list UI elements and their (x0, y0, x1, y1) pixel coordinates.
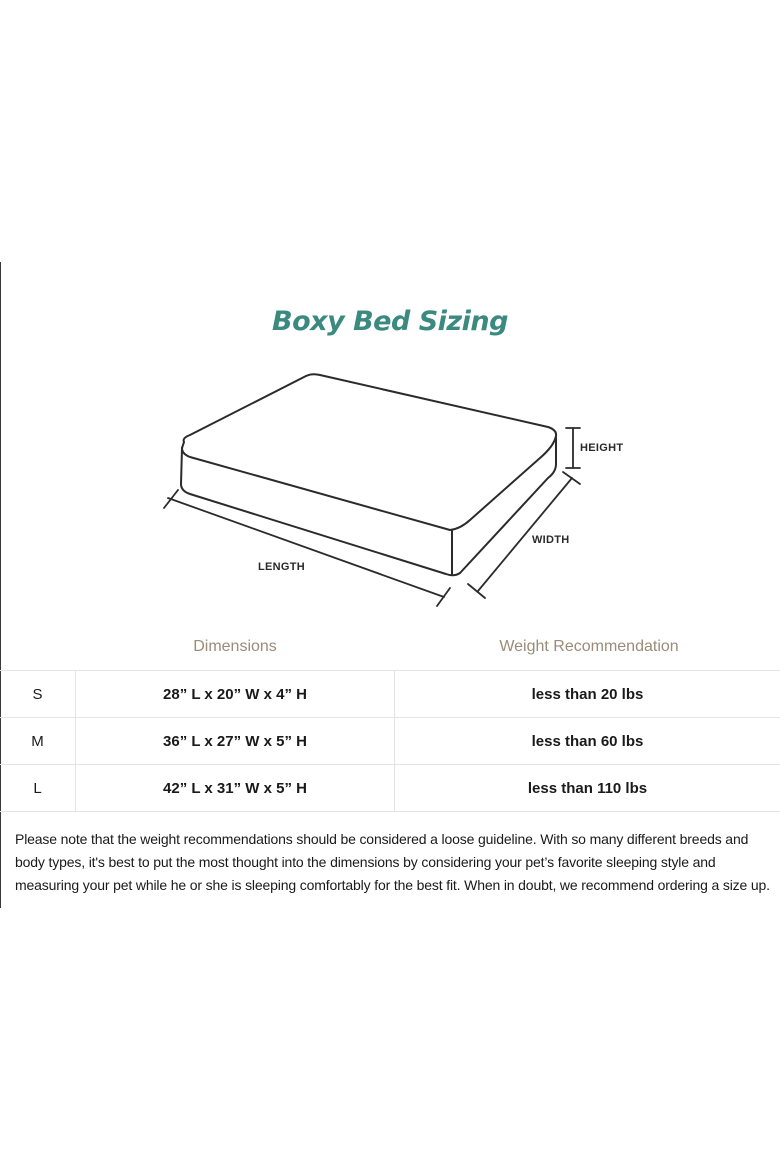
weight-column-header: Weight Recommendation (499, 638, 679, 655)
table-row (0, 671, 780, 718)
dimensions-cell: 42” L x 31” W x 5” H (76, 765, 395, 812)
dimensions-cell: 36” L x 27” W x 5” H (76, 718, 395, 765)
dimensions-cell: 28” L x 20” W x 4” H (76, 671, 395, 718)
width-label: WIDTH (532, 534, 570, 546)
sizing-note: Please note that the weight recommendations should be considered a loose guideline. With so many different breeds and body types, it's best to put the most thought into the dimensions by considering your pet’s favorite sleeping style and measuring your pet while he or she is sleeping comfortably for the best fit. When in doubt, we recommend ordering a size up. (15, 831, 770, 893)
sizing-table (0, 670, 780, 812)
bed-top-face (182, 374, 556, 530)
length-label: LENGTH (258, 561, 306, 573)
length-tick-left (164, 490, 178, 508)
size-cell: L (0, 765, 76, 812)
table-row (0, 765, 780, 812)
weight-cell: less than 110 lbs (395, 765, 780, 812)
size-cell: S (0, 671, 76, 718)
height-label: HEIGHT (580, 442, 624, 454)
bed-diagram (0, 360, 780, 620)
length-tick-right (437, 588, 450, 606)
weight-cell: less than 60 lbs (395, 718, 780, 765)
size-cell: M (0, 718, 76, 765)
length-dimension-line (168, 498, 444, 597)
page-title: Boxy Bed Sizing (272, 306, 508, 337)
table-row (0, 718, 780, 765)
weight-cell: less than 20 lbs (395, 671, 780, 718)
width-tick-top (563, 472, 580, 484)
dimensions-column-header: Dimensions (193, 638, 277, 655)
